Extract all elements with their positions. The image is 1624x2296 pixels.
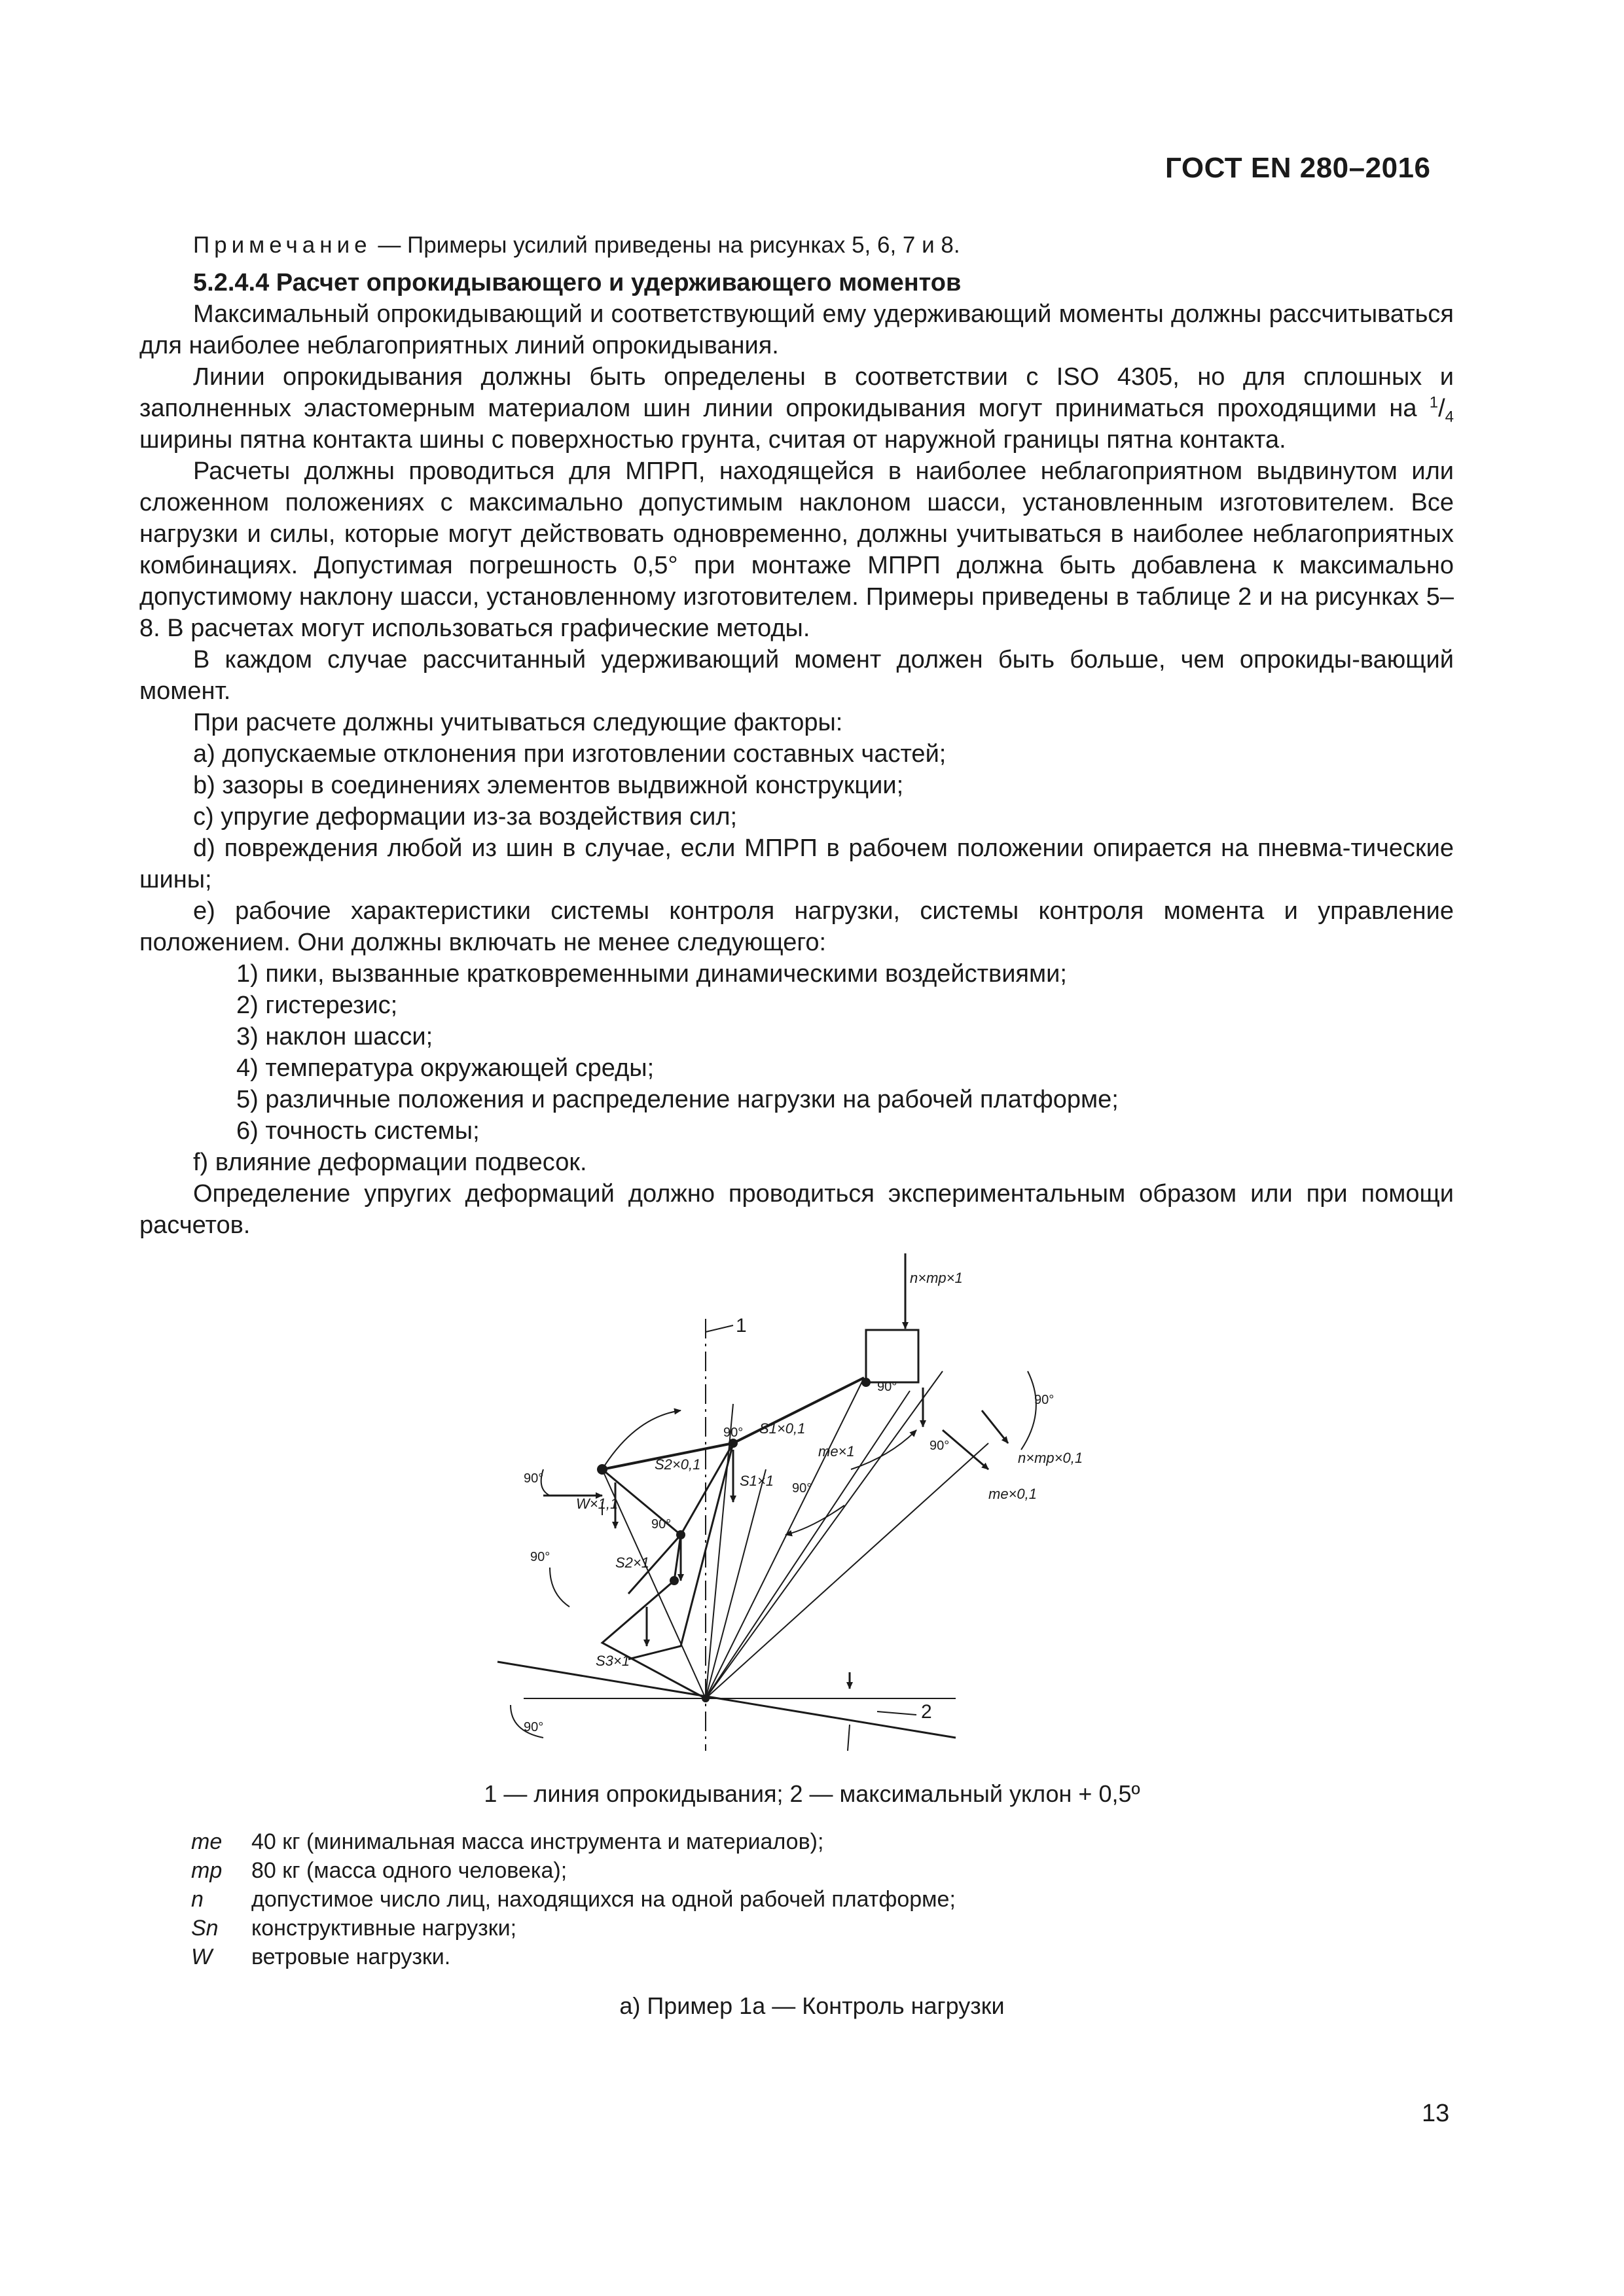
subfactor-item: 2) гистерезис; — [236, 992, 398, 1019]
callout-leader-2 — [877, 1712, 916, 1715]
paragraph-6: Определение упругих деформаций должно проводиться экспериментальным образом или при помощи расчетов. — [139, 1180, 1454, 1239]
section-heading: 5.2.4.4 Расчет опрокидывающего и удерживающего моментов — [193, 269, 962, 296]
legend-symbol: Sn — [191, 1916, 219, 1941]
legend-row — [191, 1885, 956, 1914]
angle-label: 90° — [524, 1471, 544, 1486]
label-s2-1: S2×1 — [615, 1554, 649, 1571]
label-me01: me×0,1 — [988, 1486, 1037, 1502]
callout-leader-1 — [706, 1325, 733, 1332]
subfactor-item: 4) температура окружающей среды; — [236, 1054, 655, 1082]
subfactor-item: 5) различные положения и распределение нагрузки на рабочей платформе; — [236, 1086, 1119, 1113]
angle-label: 90° — [651, 1517, 672, 1532]
callout-2-label: 2 — [921, 1701, 932, 1723]
slope-marker — [848, 1725, 850, 1751]
legend-text: 80 кг (масса одного человека); — [251, 1858, 568, 1883]
paragraph-2: Линии опрокидывания должны быть определены в соответствии с ISO 4305, но для сплошных и заполненных эластомерным материалом шин линии опрокидывания могут приниматься проходящими на $^1/_4$ ширины пятна контакта шины с поверхностью грунта, считая от наружной границы пятна контакта. — [139, 363, 1454, 454]
angle-label: 90° — [792, 1481, 812, 1496]
legend-text: 40 кг (минимальная масса инструмента и материалов); — [251, 1829, 824, 1854]
legend-symbol: me — [191, 1829, 223, 1854]
fraction-numerator: 1 — [1429, 393, 1439, 412]
load-arrow — [982, 1410, 1008, 1443]
tipping-diagram — [484, 1253, 1113, 1764]
paragraph-1: Максимальный опрокидывающий и соответствующий ему удерживающий моменты должны рассчитываться для наиболее неблагоприятных линий опрокидывания. — [139, 300, 1454, 359]
label-nmp01: n×mp×0,1 — [1018, 1450, 1083, 1466]
note-label: Примечание — [193, 232, 372, 258]
rotation-arc — [851, 1430, 916, 1469]
angle-label: 90° — [929, 1439, 950, 1453]
rotation-arc — [1021, 1371, 1036, 1450]
legend-symbol: mp — [191, 1858, 223, 1883]
legend-symbol: W — [191, 1945, 213, 1969]
factor-item: c) упругие деформации из-за воздействия сил; — [193, 803, 738, 831]
legend-text: конструктивные нагрузки; — [251, 1916, 517, 1941]
subfactor-item: 1) пики, вызванные кратковременными динамическими воздействиями; — [236, 960, 1067, 988]
platform-box — [866, 1330, 918, 1382]
factor-item: b) зазоры в соединениях элементов выдвижной конструкции; — [193, 772, 904, 799]
paragraph-5: При расчете должны учитываться следующие факторы: — [193, 709, 843, 736]
legend-symbol: n — [191, 1887, 204, 1912]
angle-label: 90° — [1034, 1393, 1055, 1407]
joint — [597, 1464, 607, 1475]
angle-label: 90° — [877, 1380, 897, 1394]
label-w11: W×1,1 — [576, 1496, 619, 1512]
fan-line — [706, 1469, 766, 1698]
joint — [861, 1378, 871, 1387]
label-nmp1: n×mp×1 — [910, 1270, 963, 1286]
boom-link — [602, 1469, 681, 1594]
angle-label: 90° — [530, 1550, 550, 1564]
factor-item: a) допускаемые отклонения при изготовлении составных частей; — [193, 740, 947, 768]
subfactor-item: 3) наклон шасси; — [236, 1023, 433, 1050]
legend-row — [191, 1943, 956, 1971]
factor-item: f) влияние деформации подвесок. — [193, 1149, 587, 1176]
pivot — [702, 1695, 710, 1702]
paragraph-2-end: ширины пятна контакта шины с поверхностью грунта, считая от наружной границы пятна контакта. — [139, 426, 1286, 454]
figure-sub-caption: а) Пример 1а — Контроль нагрузки — [619, 1992, 1005, 2019]
page-number: 13 — [1422, 2100, 1450, 2127]
label-s1-1: S1×1 — [740, 1473, 774, 1489]
legend-row — [191, 1856, 956, 1885]
joint — [670, 1576, 679, 1585]
ground-line — [497, 1662, 956, 1738]
legend-row — [191, 1827, 956, 1856]
legend-text: допустимое число лиц, находящихся на одной рабочей платформе; — [251, 1887, 956, 1912]
label-s1-01: S1×0,1 — [759, 1420, 806, 1437]
angle-label: 90° — [524, 1720, 544, 1734]
legend-text: ветровые нагрузки. — [251, 1945, 451, 1969]
note — [139, 230, 1454, 260]
figure-caption: 1 — линия опрокидывания; 2 — максимальный уклон + 0,5º — [484, 1780, 1140, 1807]
page-body — [139, 230, 1454, 1241]
fraction-denominator: 4 — [1445, 408, 1454, 426]
paragraph-3: Расчеты должны проводиться для МПРП, находящейся в наиболее неблагоприятном выдвинутом или сложенном положениях с максимально допустимым наклоном шасси, установленным изготовителем. Все нагрузки и силы, которые могут действовать одновременно, должны учитываться в наиболее неблагоприятных комбинациях. Допустимая погрешность 0,5° при монтаже МПРП должна быть добавлена к максимально допустимому наклону шасси, установленному изготовителем. Примеры приведены в таблице 2 и на рисунках 5–8. В расчетах могут использоваться графические методы. — [139, 457, 1454, 642]
document-code: ГОСТ EN 280–2016 — [1165, 152, 1431, 184]
label-s3-1: S3×1 — [596, 1653, 630, 1669]
joint — [729, 1439, 738, 1448]
paragraph-4: В каждом случае рассчитанный удерживающий момент должен быть больше, чем опрокиды-вающий момент. — [139, 646, 1454, 705]
factor-item: d) повреждения любой из шин в случае, если МПРП в рабочем положении опирается на пневма-тические шины; — [139, 834, 1454, 893]
note-text: — Примеры усилий приведены на рисунках 5, 6, 7 и 8. — [371, 232, 960, 258]
label-s2-01: S2×0,1 — [655, 1456, 701, 1473]
legend — [191, 1827, 956, 1971]
angle-label: 90° — [723, 1426, 744, 1440]
factor-item: e) рабочие характеристики системы контроля нагрузки, системы контроля момента и управление положением. Они должны включать не менее следующего: — [139, 897, 1454, 956]
fan-line — [706, 1371, 943, 1698]
joint — [676, 1530, 685, 1539]
label-me1: me×1 — [818, 1443, 855, 1460]
callout-1-label: 1 — [736, 1315, 747, 1336]
legend-row — [191, 1914, 956, 1943]
subfactor-item: 6) точность системы; — [236, 1117, 480, 1145]
rotation-arc — [550, 1568, 569, 1607]
paragraph-2-start: Линии опрокидывания должны быть определены в соответствии с ISO 4305, но для сплошных и заполненных эластомерным материалом шин линии опрокидывания могут приниматься проходящими на — [139, 363, 1454, 422]
